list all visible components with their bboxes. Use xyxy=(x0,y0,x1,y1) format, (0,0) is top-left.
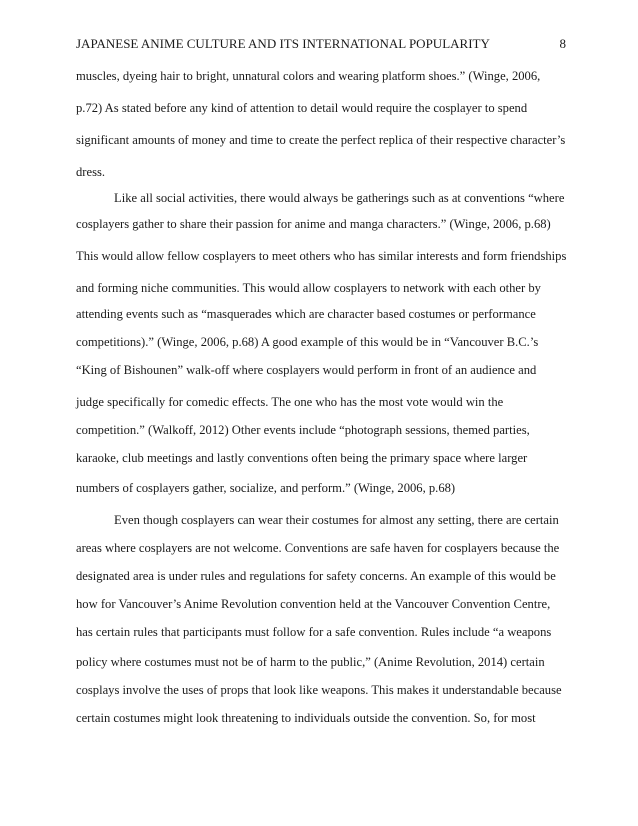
text-line: has certain rules that participants must follow for a safe convention. Rules include “a weapons xyxy=(76,625,552,639)
running-head-title: JAPANESE ANIME CULTURE AND ITS INTERNATIONAL POPULARITY xyxy=(76,36,490,51)
text-line: competitions).” (Winge, 2006, p.68) A good example of this would be in “Vancouver B.C.’s xyxy=(76,335,539,349)
text-line: policy where costumes must not be of harm to the public,” (Anime Revolution, 2014) certain xyxy=(76,655,545,669)
page-number: 8 xyxy=(559,36,566,51)
text-line: areas where cosplayers are not welcome. Conventions are safe haven for cosplayers because the xyxy=(76,541,560,555)
text-line: This would allow fellow cosplayers to meet others who has similar interests and form friendships xyxy=(76,249,567,263)
text-line: “King of Bishounen” walk-off where cosplayers would perform in front of an audience and xyxy=(76,363,537,377)
text-line-indented: Even though cosplayers can wear their costumes for almost any setting, there are certain xyxy=(114,513,559,527)
text-line: how for Vancouver’s Anime Revolution convention held at the Vancouver Convention Centre, xyxy=(76,597,551,611)
text-line: designated area is under rules and regulations for safety concerns. An example of this would be xyxy=(76,569,556,583)
text-line: p.72) As stated before any kind of attention to detail would require the cosplayer to spend xyxy=(76,101,528,115)
text-line: attending events such as “masquerades which are character based costumes or performance xyxy=(76,307,536,321)
running-header xyxy=(76,36,566,56)
text-line-indented: Like all social activities, there would always be gatherings such as at conventions “where xyxy=(114,191,565,205)
text-line: and forming niche communities. This would allow cosplayers to network with each other by xyxy=(76,281,541,295)
text-line: muscles, dyeing hair to bright, unnatural colors and wearing platform shoes.” (Winge, 2006, xyxy=(76,69,541,83)
text-line: cosplayers gather to share their passion for anime and manga characters.” (Winge, 2006, p.68) xyxy=(76,217,551,231)
text-line: cosplays involve the uses of props that look like weapons. This makes it understandable because xyxy=(76,683,562,697)
text-line: numbers of cosplayers gather, socialize, and perform.” (Winge, 2006, p.68) xyxy=(76,481,456,495)
text-line: judge specifically for comedic effects. The one who has the most vote would win the xyxy=(76,395,504,409)
text-line: significant amounts of money and time to create the perfect replica of their respective character’s xyxy=(76,133,566,147)
text-line: karaoke, club meetings and lastly conventions often being the primary space where larger xyxy=(76,451,528,465)
text-line: competition.” (Walkoff, 2012) Other events include “photograph sessions, themed parties, xyxy=(76,423,530,437)
text-line: certain costumes might look threatening to individuals outside the convention. So, for most xyxy=(76,711,536,725)
text-line: dress. xyxy=(76,165,106,179)
